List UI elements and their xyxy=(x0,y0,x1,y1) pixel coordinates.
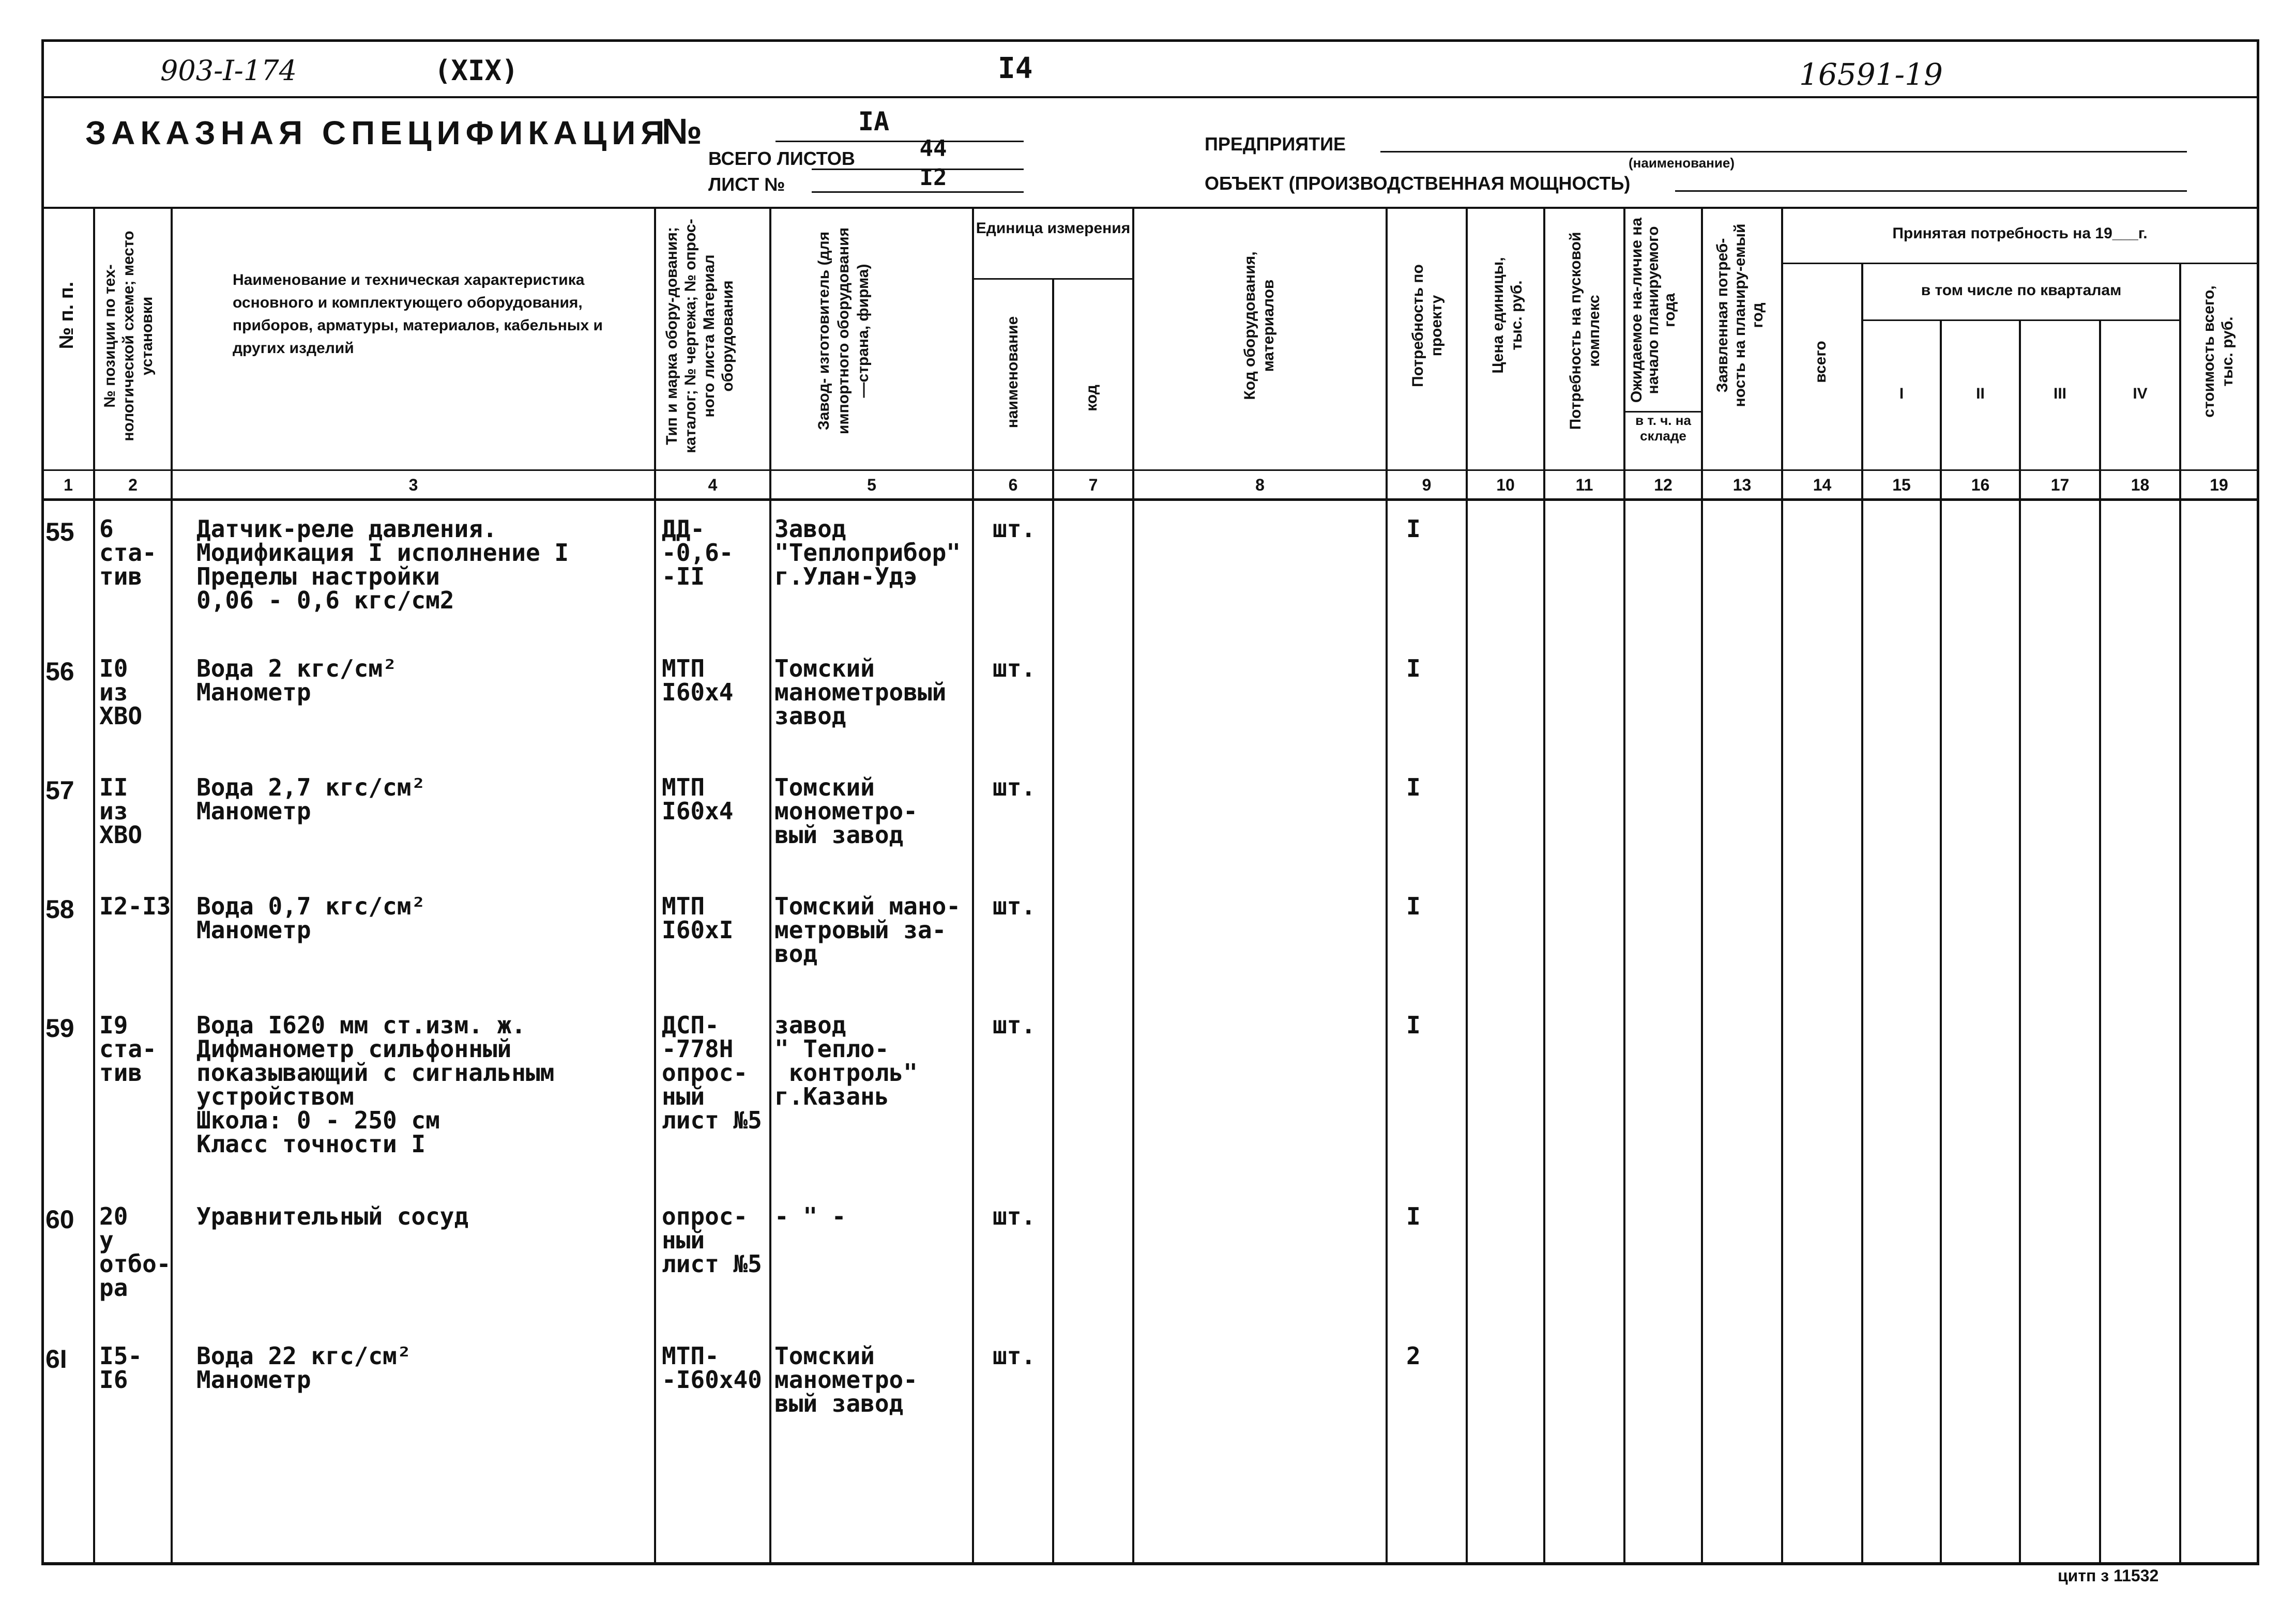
col-number: 17 xyxy=(2050,476,2070,494)
col-number: 8 xyxy=(1255,476,1265,494)
col-header-unit-code: код xyxy=(1083,385,1100,411)
cell-num: 56 xyxy=(45,657,74,686)
col-number: 14 xyxy=(1813,476,1832,494)
sheet-label: ЛИСТ № xyxy=(708,174,785,195)
cell-position: II из ХВО xyxy=(99,773,143,849)
object-label: ОБЪЕКТ (ПРОИЗВОДСТВЕННАЯ МОЩНОСТЬ) xyxy=(1205,173,1631,194)
col-header-startup-demand: Потребность на пусковой комплекс xyxy=(1567,232,1603,430)
cell-unit: шт. xyxy=(993,654,1036,682)
col-header-total: всего xyxy=(1812,341,1829,383)
cell-maker: завод " Тепло- контроль" г.Казань xyxy=(774,1011,918,1110)
cell-qty: I xyxy=(1406,654,1421,682)
col-number: 6 xyxy=(1008,476,1018,494)
sheets-total-value: 44 xyxy=(919,135,947,162)
col-header-in-warehouse: в т. ч. на складе xyxy=(1635,413,1691,444)
col-header-row-number: № п. п. xyxy=(56,281,78,349)
number-label: № xyxy=(662,111,703,151)
cell-position: 20 у отбо- ра xyxy=(99,1202,171,1302)
cell-position: I5- I6 xyxy=(99,1342,143,1394)
col-header-unit-price: Цена единицы, тыс. руб. xyxy=(1489,257,1525,374)
cell-num: 60 xyxy=(45,1205,74,1234)
cell-position: I0 из ХВО xyxy=(99,654,143,730)
col-header-quarters-group: в том числе по кварталам xyxy=(1921,282,2122,299)
cell-name: Вода 22 кгс/см² Манометр xyxy=(196,1342,412,1394)
cell-position: I2-I3 xyxy=(99,892,171,920)
reference-number: 16591-19 xyxy=(1799,57,1943,92)
col-number: 16 xyxy=(1971,476,1990,494)
cell-position: I9 ста- тив xyxy=(99,1011,157,1087)
cell-qty: I xyxy=(1406,1011,1421,1039)
sheets-total-label: ВСЕГО ЛИСТОВ xyxy=(708,148,855,169)
cell-maker: Томский манометро- вый завод xyxy=(774,1342,918,1417)
col-header-demand-project: Потребность по проекту xyxy=(1409,264,1445,387)
col-header-accepted-demand: Принятая потребность на 19___г. xyxy=(1892,225,2148,242)
sheet-number-value: I2 xyxy=(919,164,947,191)
col-number: 19 xyxy=(2210,476,2228,494)
cell-unit: шт. xyxy=(993,1011,1036,1039)
cell-unit: шт. xyxy=(993,773,1036,801)
col-header-position: № позиции по тех-нологической схеме; место установки xyxy=(101,231,156,441)
col-header-manufacturer: Завод- изготовитель (для импортного оборудования —страна, фирма) xyxy=(815,227,872,435)
col-header-type: Тип и марка обору-дования; каталог; № чертежа; № опрос-ного листа Материал оборудования xyxy=(663,219,736,453)
col-header-q1: I xyxy=(1899,385,1904,402)
col-number: 15 xyxy=(1892,476,1911,494)
col-header-q4: IV xyxy=(2133,385,2148,402)
cell-name: Вода 2 кгс/см² Манометр xyxy=(196,654,397,706)
cell-type: ДСП- -778Н опрос- ный лист №5 xyxy=(662,1011,762,1134)
col-number: 3 xyxy=(408,476,418,494)
cell-name: Вода 0,7 кгс/см² Манометр xyxy=(196,892,426,944)
cell-type: ДД- -0,6- -II xyxy=(662,515,734,590)
col-header-q3: III xyxy=(2053,385,2066,402)
col-number: 18 xyxy=(2131,476,2150,494)
col-number: 13 xyxy=(1732,476,1752,494)
cell-num: 59 xyxy=(45,1014,74,1043)
cell-qty: I xyxy=(1406,1202,1421,1230)
cell-type: МТП I60x4 xyxy=(662,654,734,706)
cell-num: 58 xyxy=(45,895,74,924)
col-header-unit-name: наименование xyxy=(1004,316,1021,429)
cell-maker: Томский мано- метровый за- вод xyxy=(774,892,961,968)
col-header-name: Наименование и техническая характеристика основного и комплектующего оборудования, приборов, арматуры, материалов, кабельных и других изделий xyxy=(233,271,603,357)
col-header-declared-demand: Заявленная потреб-ность на планиру-емый год xyxy=(1714,223,1766,407)
col-number: 11 xyxy=(1575,476,1593,494)
cell-maker: - " - xyxy=(774,1202,846,1230)
col-number: 2 xyxy=(128,476,138,494)
col-number: 7 xyxy=(1088,476,1098,494)
cell-name: Вода I620 мм ст.изм. ж. Дифманометр сильфонный показывающий с сигнальным устройством Школа: 0 - 250 см Класс точности I xyxy=(196,1011,555,1158)
cell-type: МТП I60xI xyxy=(662,892,734,944)
cell-qty: I xyxy=(1406,773,1421,801)
cell-maker: Томский монометро- вый завод xyxy=(774,773,918,849)
print-stamp: цитп з 11532 xyxy=(2058,1566,2159,1585)
col-number: 4 xyxy=(708,476,718,494)
cell-name: Датчик-реле давления. Модификация I исполнение I Пределы настройки 0,06 - 0,6 кгс/см2 xyxy=(196,515,569,614)
page-number: I4 xyxy=(998,52,1033,85)
cell-num: 6I xyxy=(45,1345,67,1373)
cell-num: 55 xyxy=(45,517,74,546)
cell-num: 57 xyxy=(45,776,74,805)
cell-type: опрос- ный лист №5 xyxy=(662,1202,762,1278)
col-header-cost: стоимость всего, тыс. руб. xyxy=(2200,285,2236,418)
cell-maker: Томский манометровый завод xyxy=(774,654,947,730)
cell-type: МТП- -I60x40 xyxy=(662,1342,762,1394)
col-header-q2: II xyxy=(1976,385,1985,402)
document-title: ЗАКАЗНАЯ СПЕЦИФИКАЦИЯ xyxy=(85,114,670,151)
col-header-equipment-code: Код оборудования, материалов xyxy=(1241,251,1277,400)
cell-position: 6 ста- тив xyxy=(99,515,157,590)
document-code: 903-I-174 xyxy=(160,54,297,87)
col-header-expected-stock: Ожидаемое на-личие на начало планируемого года xyxy=(1628,217,1678,403)
cell-unit: шт. xyxy=(993,1342,1036,1370)
col-number: 5 xyxy=(867,476,876,494)
cell-unit: шт. xyxy=(993,1202,1036,1230)
enterprise-label: ПРЕДПРИЯТИЕ xyxy=(1205,133,1346,155)
col-number: 9 xyxy=(1422,476,1432,494)
cell-qty: 2 xyxy=(1406,1342,1421,1370)
cell-unit: шт. xyxy=(993,515,1036,543)
cell-maker: Завод "Теплоприбор" г.Улан-Удэ xyxy=(774,515,961,590)
cell-unit: шт. xyxy=(993,892,1036,920)
col-number: 1 xyxy=(64,476,73,494)
spec-number: IA xyxy=(858,106,890,136)
col-number: 12 xyxy=(1654,476,1672,494)
cell-qty: I xyxy=(1406,515,1421,543)
cell-name: Вода 2,7 кгс/см² Манометр xyxy=(196,773,426,825)
naming-caption: (наименование) xyxy=(1629,155,1735,171)
cell-qty: I xyxy=(1406,892,1421,920)
col-number: 10 xyxy=(1496,476,1515,494)
col-header-unit-group: Единица измерения xyxy=(976,220,1131,237)
cell-type: МТП I60x4 xyxy=(662,773,734,825)
section-roman-number: (XIX) xyxy=(434,54,519,87)
cell-name: Уравнительный сосуд xyxy=(196,1202,469,1230)
